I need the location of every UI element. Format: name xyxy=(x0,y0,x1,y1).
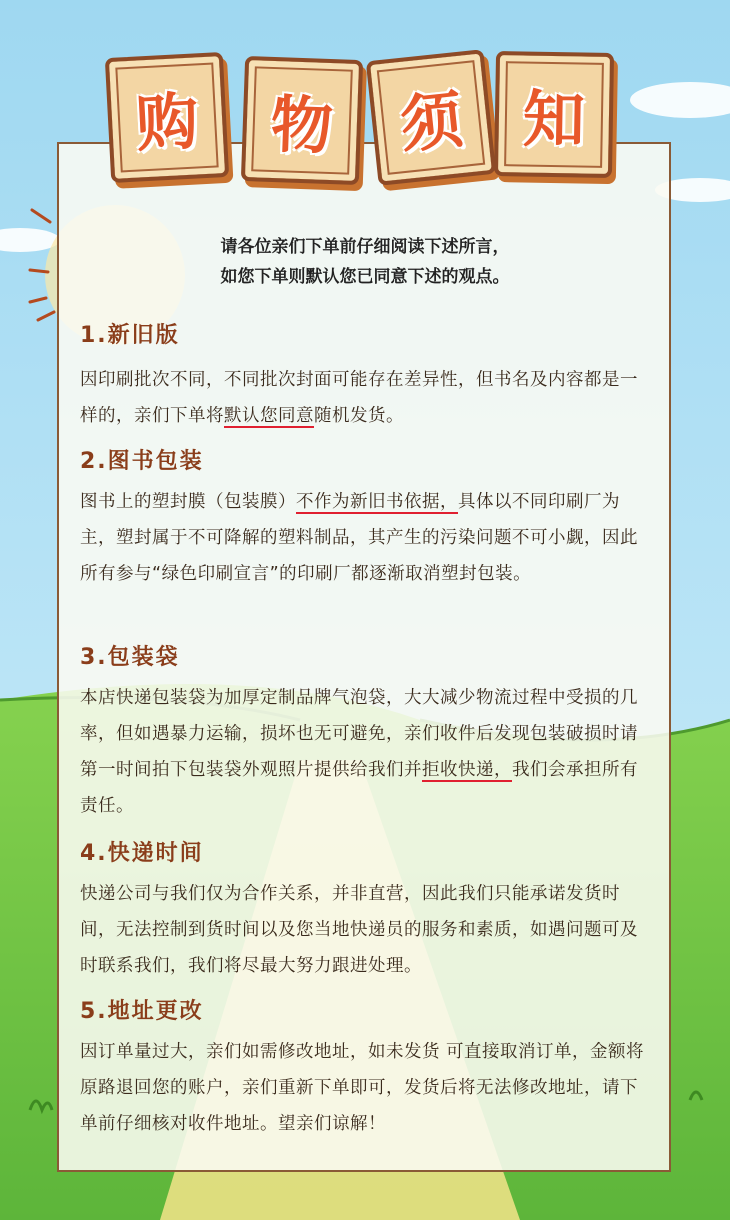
section-body-2 xyxy=(80,484,652,592)
intro-line-1: 请各位亲们下单前仔细阅读下述所言， xyxy=(220,237,510,257)
body-text: 因订单量过大，亲们如需修改地址，如未发货 可直接取消订单，金额将原路退回您的账户，亲们重新下单即可，发货后将无法修改地址，请下单前仔细核对收件地址。望亲们谅解！ xyxy=(80,1042,645,1134)
emphasis-text: 拒收快递， xyxy=(422,760,512,780)
emphasis-text: 默认您同意 xyxy=(224,406,314,426)
title-tile-1 xyxy=(105,52,229,183)
title-tiles xyxy=(0,0,730,220)
body-text: 具体以不同印刷厂为主，塑封属于不可降解的塑料制品，其产生的污染问题不可小觑，因此所有参与“绿色印刷宣言”的印刷厂都逐渐取消塑封包装。 xyxy=(80,492,638,584)
title-char: 知 xyxy=(522,82,586,157)
section-body-4 xyxy=(80,876,652,984)
body-text: 快递公司与我们仅为合作关系，并非直营，因此我们只能承诺发货时间，无法控制到货时间以及您当地快递员的服务和素质，如遇问题可及时联系我们，我们将尽最大努力跟进处理。 xyxy=(80,884,638,976)
section-heading-5: 5.地址更改 xyxy=(80,999,204,1024)
body-text: 随机发货。 xyxy=(314,406,404,426)
intro-text xyxy=(80,232,650,292)
body-text: 本店快递包装袋为加厚定制品牌气泡袋，大大减少物流过程中受损的几率，但如遇暴力运输，损坏也无可避免，亲们收件后发现包装破损时请第一时间拍下包装袋外观照片提供给我们并 xyxy=(80,688,638,780)
title-tile-4 xyxy=(494,51,614,178)
section-heading-4: 4.快递时间 xyxy=(80,841,204,866)
intro-line-2: 如您下单则默认您已同意下述的观点。 xyxy=(220,267,510,287)
title-char: 物 xyxy=(269,87,335,164)
title-tile-3 xyxy=(366,49,496,186)
title-char: 须 xyxy=(396,82,467,163)
section-heading-3: 3.包装袋 xyxy=(80,645,180,670)
body-text: 图书上的塑封膜（包装膜） xyxy=(80,492,296,512)
section-body-3 xyxy=(80,680,652,824)
body-text: 因印刷批次不同，不同批次封面可能存在差异性，但书名及内容都是一样的，亲们下单将 xyxy=(80,370,638,426)
title-char: 购 xyxy=(134,84,201,161)
body-text: 我们会承担所有责任。 xyxy=(80,760,638,816)
emphasis-text: 不作为新旧书依据， xyxy=(296,492,458,512)
section-heading-1: 1.新旧版 xyxy=(80,323,180,348)
section-body-1 xyxy=(80,362,652,434)
section-heading-2: 2.图书包装 xyxy=(80,449,204,474)
section-body-5 xyxy=(80,1034,652,1142)
title-tile-2 xyxy=(241,56,363,185)
